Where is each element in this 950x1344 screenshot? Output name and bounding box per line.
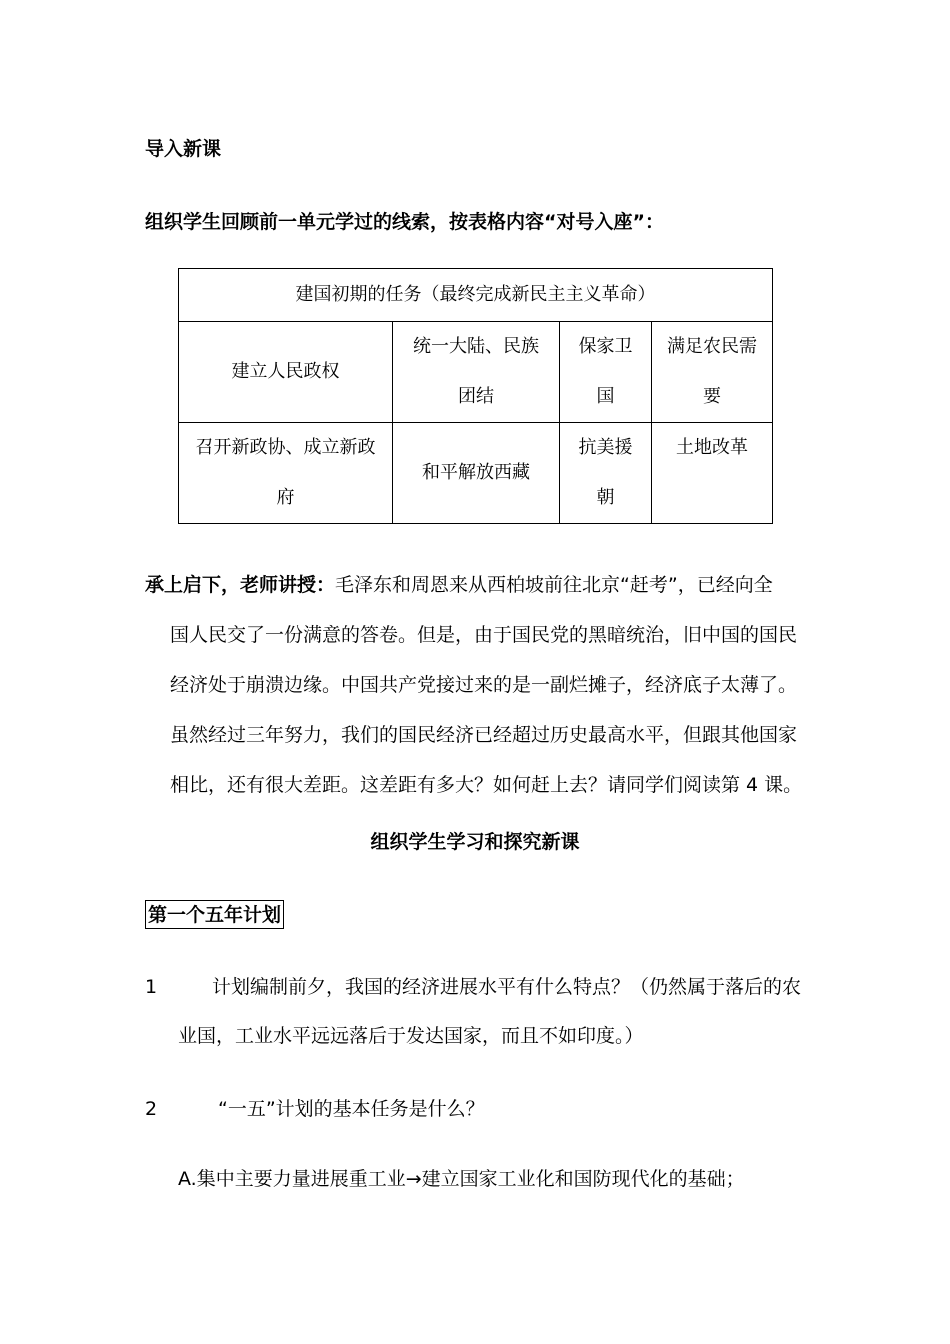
- table-cell: 土地改革: [652, 423, 773, 524]
- intro-heading: 导入新课: [145, 138, 222, 160]
- lecture-line: 虽然经过三年努力，我们的国民经济已经超过历史最高水平，但跟其他国家: [170, 724, 798, 746]
- question-text: 计划编制前夕，我国的经济进展水平有什么特点？（仍然属于落后的农: [212, 976, 802, 998]
- instruction-text: 组织学生回顾前一单元学过的线索，按表格内容“对号入座”：: [145, 211, 664, 233]
- table-row: [179, 423, 773, 524]
- lecture-line: 经济处于崩溃边缘。中国共产党接过来的是一副烂摊子，经济底子太薄了。: [170, 674, 798, 696]
- section-title: 组织学生学习和探究新课: [370, 831, 580, 853]
- question-number: 1: [145, 976, 158, 998]
- table-header-cell: 建国初期的任务（最终完成新民主主义革命）: [179, 269, 773, 322]
- lecture-line: 国人民交了一份满意的答卷。但是，由于国民党的黑暗统治，旧中国的国民: [170, 624, 798, 646]
- lecture-line: 相比，还有很大差距。这差距有多大？如何赶上去？请同学们阅读第 4 课。: [170, 774, 803, 796]
- lecture-label: 承上启下，老师讲授：: [145, 574, 336, 596]
- lecture-paragraph: [145, 560, 825, 810]
- table-cell: 满足农民需 要: [652, 322, 773, 423]
- table-cell: 抗美援 朝: [560, 423, 652, 524]
- question-number: 2: [145, 1098, 158, 1120]
- table-cell: 保家卫 国: [560, 322, 652, 423]
- table-cell: 和平解放西藏: [393, 423, 560, 524]
- plan-heading: 第一个五年计划: [145, 900, 284, 929]
- question-text: 业国，工业水平远远落后于发达国家，而且不如印度。）: [178, 1025, 644, 1047]
- table-cell: 召开新政协、成立新政 府: [179, 423, 393, 524]
- lecture-line: 毛泽东和周恩来从西柏坡前往北京“赶考”，已经向全: [335, 574, 773, 596]
- answer-text: A.集中主要力量进展重工业→建立国家工业化和国防现代化的基础；: [178, 1168, 745, 1190]
- table-cell: 统一大陆、民族 团结: [393, 322, 560, 423]
- table-cell: 建立人民政权: [179, 322, 393, 423]
- question-text: “一五”计划的基本任务是什么？: [218, 1098, 485, 1120]
- tasks-table: [178, 268, 773, 524]
- table-row: [179, 322, 773, 423]
